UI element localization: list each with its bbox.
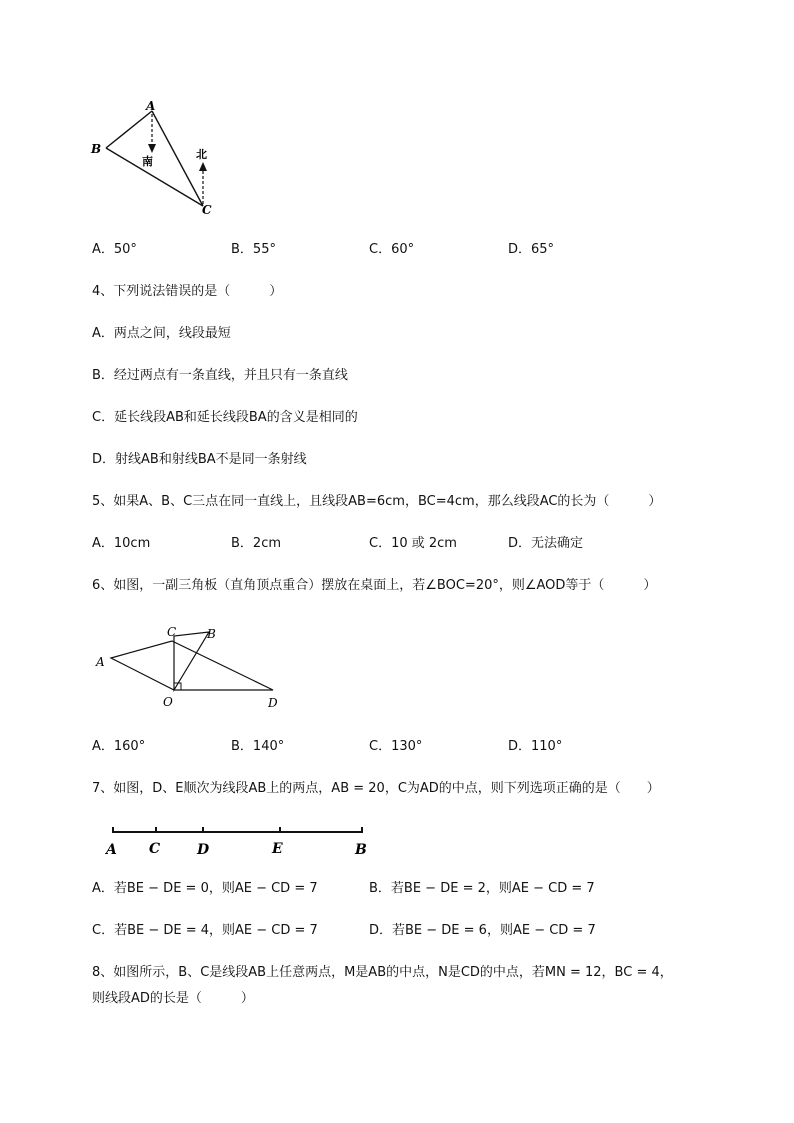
north-arrowhead bbox=[199, 162, 207, 171]
label-b: B bbox=[207, 627, 216, 641]
label-a: A bbox=[96, 655, 105, 669]
label-b: B bbox=[355, 842, 367, 858]
q7-stem: 7、如图，D、E顺次为线段AB上的两点，AB = 20，C为AD的中点，则下列选项正确的是（ ） bbox=[92, 781, 660, 796]
q6-figure bbox=[90, 622, 290, 714]
triangle-ocb bbox=[174, 632, 209, 690]
q7-figure bbox=[100, 822, 380, 862]
label-d: D bbox=[197, 842, 210, 858]
label-e: E bbox=[272, 841, 283, 857]
q6-option-c[interactable]: C．130° bbox=[369, 739, 423, 754]
q5-option-b[interactable]: B．2cm bbox=[231, 536, 282, 551]
label-b: B bbox=[91, 142, 102, 156]
segment-bc bbox=[106, 148, 203, 206]
q8-stem-line2: 则线段AD的长是（ ） bbox=[92, 991, 254, 1006]
q4-option-a[interactable]: A．两点之间，线段最短 bbox=[92, 326, 231, 341]
q6-option-b[interactable]: B．140° bbox=[231, 739, 285, 754]
q7-option-b[interactable]: B．若BE − DE = 2，则AE − CD = 7 bbox=[369, 881, 595, 896]
q6-option-d[interactable]: D．110° bbox=[508, 739, 563, 754]
label-a: A bbox=[146, 99, 156, 113]
q5-stem: 5、如果A、B、C三点在同一直线上，且线段AB=6cm，BC=4cm，那么线段AC的长为（ ） bbox=[92, 494, 662, 509]
q7-option-a[interactable]: A．若BE − DE = 0，则AE − CD = 7 bbox=[92, 881, 318, 896]
q4-stem: 4、下列说法错误的是（ ） bbox=[92, 284, 283, 299]
label-o: O bbox=[163, 695, 173, 709]
label-d: D bbox=[268, 696, 278, 710]
label-c: C bbox=[167, 625, 177, 639]
label-c: C bbox=[202, 203, 212, 217]
q7-option-c[interactable]: C．若BE − DE = 4，则AE − CD = 7 bbox=[92, 923, 318, 938]
q3-figure bbox=[86, 98, 226, 220]
q6-stem: 6、如图，一副三角板（直角顶点重合）摆放在桌面上，若∠BOC=20°，则∠AOD等于（ ） bbox=[92, 578, 657, 593]
q5-option-a[interactable]: A．10cm bbox=[92, 536, 151, 551]
q5-option-c[interactable]: C．10 或 2cm bbox=[369, 536, 457, 551]
q4-option-b[interactable]: B．经过两点有一条直线，并且只有一条直线 bbox=[92, 368, 348, 383]
label-a: A bbox=[106, 842, 117, 858]
triangle-aod bbox=[111, 641, 273, 690]
label-c: C bbox=[149, 841, 161, 857]
q7-option-d[interactable]: D．若BE − DE = 6，则AE − CD = 7 bbox=[369, 923, 596, 938]
q5-option-d[interactable]: D．无法确定 bbox=[508, 536, 584, 551]
q3-option-a[interactable]: A．50° bbox=[92, 242, 137, 257]
q4-option-c[interactable]: C．延长线段AB和延长线段BA的含义是相同的 bbox=[92, 410, 358, 425]
q6-option-a[interactable]: A．160° bbox=[92, 739, 146, 754]
segment-ba bbox=[106, 111, 152, 148]
south-arrowhead bbox=[148, 144, 156, 153]
q3-option-d[interactable]: D．65° bbox=[508, 242, 555, 257]
label-south: 南 bbox=[142, 155, 153, 168]
q3-option-c[interactable]: C．60° bbox=[369, 242, 415, 257]
q4-option-d[interactable]: D．射线AB和射线BA不是同一条射线 bbox=[92, 452, 307, 467]
label-north: 北 bbox=[196, 148, 207, 161]
q8-stem-line1: 8、如图所示，B、C是线段AB上任意两点，M是AB的中点，N是CD的中点，若MN = 12，BC = 4， bbox=[92, 965, 673, 980]
q3-option-b[interactable]: B．55° bbox=[231, 242, 276, 257]
